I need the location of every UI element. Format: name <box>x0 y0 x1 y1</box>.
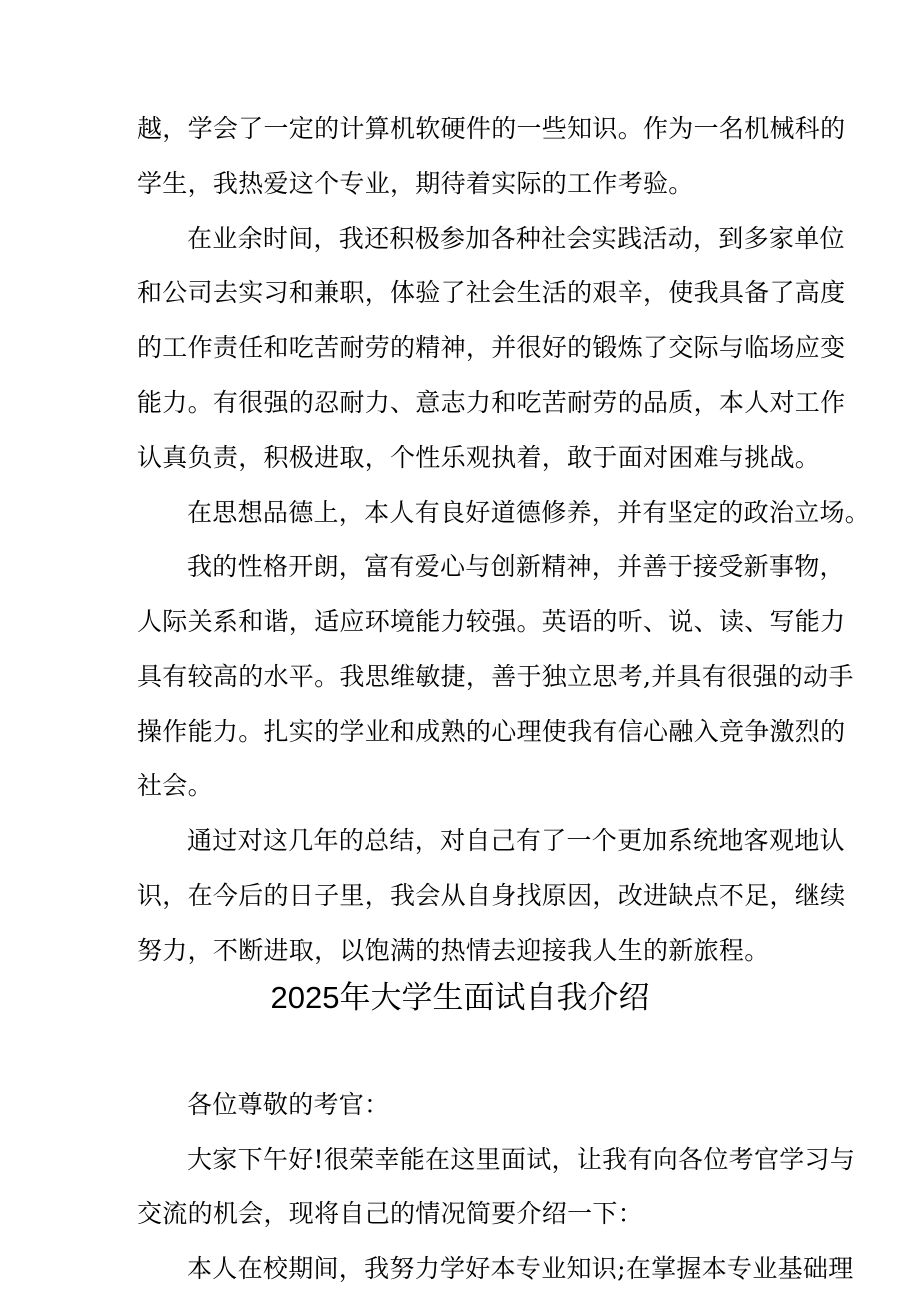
text-line: 交流的机会，现将自己的情况简要介绍一下： <box>137 1199 644 1228</box>
paragraph-start-line: 在业余时间，我还积极参加各种社会实践活动，到多家单位 <box>187 224 845 253</box>
text-line: 的工作责任和吃苦耐劳的精神，并很好的锻炼了交际与临场应变 <box>137 333 846 362</box>
document-title: 2025年大学生面试自我介绍 <box>270 980 650 1015</box>
paragraph-start-line: 我的性格开朗，富有爱心与创新精神，并善于接受新事物， <box>187 552 845 581</box>
text-line: 具有较高的水平。我思维敏捷，善于独立思考,并具有很强的动手 <box>137 662 854 691</box>
paragraph-start-line: 大家下午好!很荣幸能在这里面试，让我有向各位考官学习与 <box>187 1145 856 1174</box>
text-line: 努力，不断进取，以饱满的热情去迎接我人生的新旅程。 <box>137 936 770 965</box>
text-line: 识，在今后的日子里，我会从自身找原因，改进缺点不足，继续 <box>137 881 846 910</box>
paragraph-start-line: 各位尊敬的考官： <box>187 1090 390 1119</box>
text-line: 能力。有很强的忍耐力、意志力和吃苦耐劳的品质，本人对工作 <box>137 388 846 417</box>
text-line: 社会。 <box>137 771 213 800</box>
text-line: 人际关系和谐，适应环境能力较强。英语的听、说、读、写能力 <box>137 607 846 636</box>
paragraph-start-line: 本人在校期间，我努力学好本专业知识;在掌握本专业基础理 <box>187 1254 854 1283</box>
text-line: 认真负责，积极进取，个性乐观执着，敢于面对困难与挑战。 <box>137 443 821 472</box>
paragraph-start-line: 通过对这几年的总结，对自己有了一个更加系统地客观地认 <box>187 826 845 855</box>
text-line: 越，学会了一定的计算机软硬件的一些知识。作为一名机械科的 <box>137 114 846 143</box>
text-line: 和公司去实习和兼职，体验了社会生活的艰辛，使我具备了高度 <box>137 278 846 307</box>
text-line: 操作能力。扎实的学业和成熟的心理使我有信心融入竞争激烈的 <box>137 717 846 746</box>
paragraph-start-line: 在思想品德上，本人有良好道德修养，并有坚定的政治立场。 <box>187 498 871 527</box>
text-line: 学生，我热爱这个专业，期待着实际的工作考验。 <box>137 169 694 198</box>
